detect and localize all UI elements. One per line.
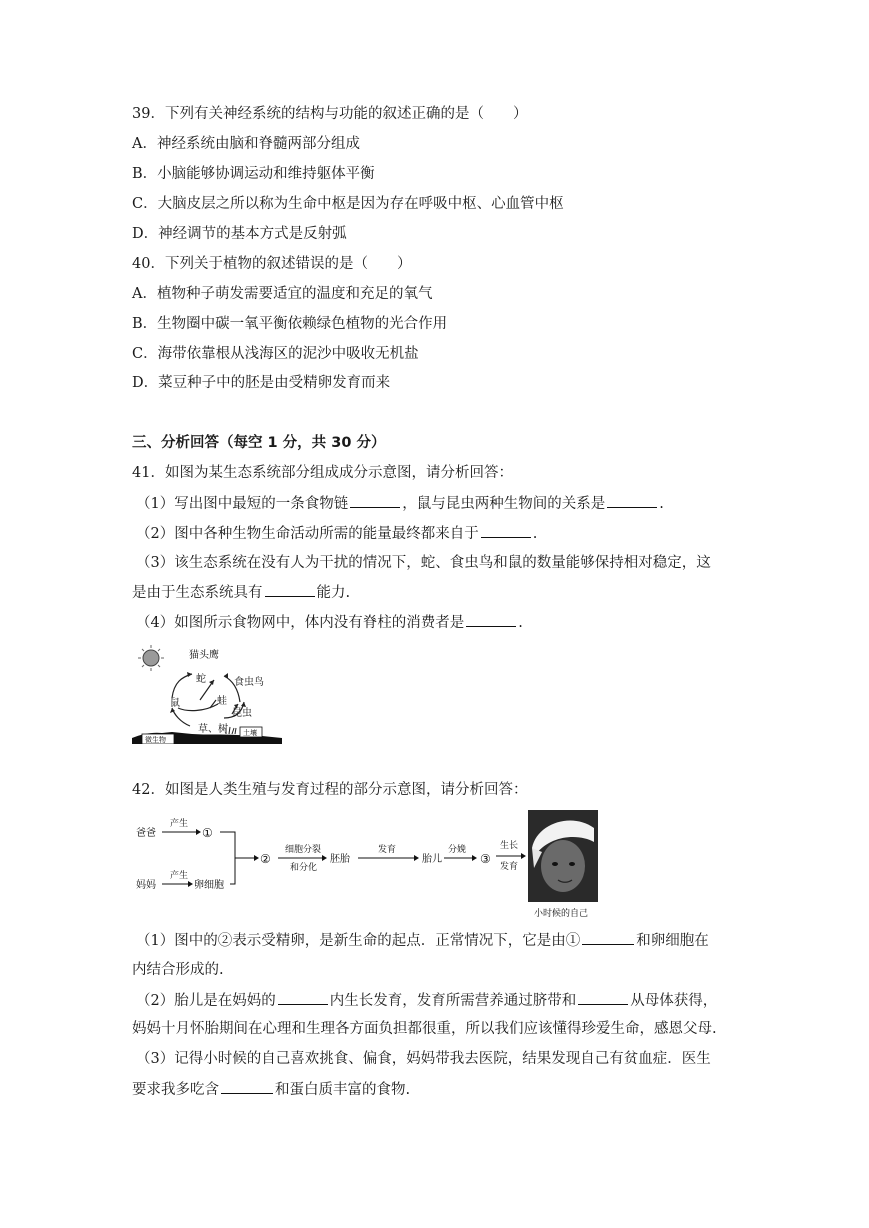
q41-part3-line2 bbox=[132, 582, 350, 603]
q41-part1-text-a: （1）写出图中最短的一条食物链 bbox=[136, 496, 349, 512]
q42-part3-text-b: 要求我多吃含 bbox=[132, 1082, 219, 1098]
q41-part2-text-a: （2）图中各种生物生命活动所需的能量最终都来自于 bbox=[136, 526, 479, 542]
reproduction-diagram bbox=[132, 808, 602, 920]
circle-1-label: ① bbox=[202, 826, 213, 840]
q41-part1-text-c: . bbox=[659, 496, 664, 512]
mom-label: 妈妈 bbox=[136, 880, 156, 891]
q42-part2-text-c: 从母体获得， bbox=[630, 993, 718, 1009]
arrow-head bbox=[521, 853, 526, 859]
q41-part4 bbox=[136, 612, 523, 633]
answer-blank[interactable] bbox=[350, 493, 400, 508]
eagle-label: 猫头鹰 bbox=[189, 650, 219, 661]
q42-part3-text-c: 和蛋白质丰富的食物. bbox=[275, 1082, 411, 1098]
arrow-head bbox=[188, 881, 193, 887]
arrow-head bbox=[254, 855, 259, 861]
answer-blank[interactable] bbox=[578, 990, 628, 1005]
answer-blank[interactable] bbox=[481, 523, 531, 538]
answer-blank[interactable] bbox=[265, 582, 315, 597]
microbe-label: 微生物 bbox=[145, 736, 166, 744]
sun-icon bbox=[138, 645, 164, 671]
q42-part3-line1: （3）记得小时候的自己喜欢挑食、偏食，妈妈带我去医院，结果发现自己有贫血症．医生 bbox=[136, 1051, 711, 1067]
soil-label: 土壤 bbox=[243, 729, 257, 737]
bird-label: 食虫鸟 bbox=[234, 677, 264, 688]
circle-3-label: ③ bbox=[480, 852, 491, 866]
q40-option-b: B．生物圈中碳一氧平衡依赖绿色植物的光合作用 bbox=[132, 316, 448, 332]
egg-label: 卵细胞 bbox=[194, 880, 224, 891]
develop-label: 发育 bbox=[378, 845, 397, 855]
q41-part2 bbox=[136, 523, 537, 544]
arrow-head bbox=[414, 855, 419, 861]
q39-option-b: B．小脑能够协调运动和维持躯体平衡 bbox=[132, 166, 375, 182]
q41-stem: 41．如图为某生态系统部分组成成分示意图，请分析回答： bbox=[132, 465, 513, 481]
answer-blank[interactable] bbox=[221, 1079, 273, 1094]
q39-option-d: D．神经调节的基本方式是反射弧 bbox=[132, 226, 347, 242]
q41-part3-line1: （3）该生态系统在没有人为干扰的情况下，蛇、食虫鸟和鼠的数量能够保持相对稳定，这 bbox=[136, 555, 711, 571]
grow-label-1: 生长 bbox=[500, 841, 519, 851]
q41-part2-text-b: . bbox=[532, 526, 538, 542]
q39-stem: 39．下列有关神经系统的结构与功能的叙述正确的是（ ） bbox=[132, 106, 528, 122]
photo-caption: 小时候的自己 bbox=[534, 909, 589, 919]
division-label-1: 细胞分裂 bbox=[285, 845, 322, 855]
q40-option-c: C．海带依靠根从浅海区的泥沙中吸收无机盐 bbox=[132, 346, 419, 362]
child-photo bbox=[528, 810, 598, 902]
insect-label: 昆虫 bbox=[232, 708, 252, 719]
answer-blank[interactable] bbox=[607, 493, 657, 508]
arrow-head bbox=[472, 855, 477, 861]
snake-label: 蛇 bbox=[196, 674, 206, 685]
q42-part3-line2 bbox=[132, 1079, 410, 1100]
q42-part1-line2: 内结合形成的. bbox=[132, 962, 224, 978]
q40-option-d: D．菜豆种子中的胚是由受精卵发育而来 bbox=[132, 375, 391, 391]
birth-label: 分娩 bbox=[448, 845, 467, 855]
arrow-head bbox=[322, 855, 327, 861]
answer-blank[interactable] bbox=[582, 930, 634, 945]
q39-option-a: A．神经系统由脑和脊髓两部分组成 bbox=[132, 136, 360, 152]
section-title: 三、分析回答（每空 1 分，共 30 分） bbox=[132, 435, 386, 451]
q42-part2-line1 bbox=[136, 990, 717, 1011]
answer-blank[interactable] bbox=[278, 990, 328, 1005]
embryo-label: 胚胎 bbox=[330, 854, 350, 865]
answer-blank[interactable] bbox=[466, 612, 516, 627]
q41-part3-text-b: 是由于生态系统具有 bbox=[132, 585, 263, 601]
q41-part1 bbox=[136, 493, 664, 514]
q39-option-c: C．大脑皮层之所以称为生命中枢是因为存在呼吸中枢、心血管中枢 bbox=[132, 196, 564, 212]
q42-part2-text-b: 内生长发育，发育所需营养通过脐带和 bbox=[329, 993, 577, 1009]
produce-label-mom: 产生 bbox=[170, 871, 189, 881]
q40-stem: 40．下列关于植物的叙述错误的是（ ） bbox=[132, 256, 412, 272]
fetus-label: 胎儿 bbox=[422, 854, 442, 865]
q41-part3-text-c: 能力. bbox=[316, 585, 351, 601]
grow-label-2: 发育 bbox=[500, 862, 519, 872]
q42-part2-line2: 妈妈十月怀胎期间在心理和生理各方面负担都很重，所以我们应该懂得珍爱生命，感恩父母. bbox=[132, 1021, 717, 1037]
plants-label: 草、树 bbox=[198, 724, 228, 735]
dad-label: 爸爸 bbox=[136, 828, 156, 839]
ecosystem-diagram bbox=[132, 642, 282, 744]
q41-part4-text-a: （4）如图所示食物网中，体内没有脊柱的消费者是 bbox=[136, 615, 465, 631]
q42-part2-text-a: （2）胎儿是在妈妈的 bbox=[136, 993, 276, 1009]
q40-option-a: A．植物种子萌发需要适宜的温度和充足的氧气 bbox=[132, 286, 433, 302]
division-label-2: 和分化 bbox=[290, 863, 318, 873]
circle-2-label: ② bbox=[260, 852, 271, 866]
q42-part1-text-a: （1）图中的②表示受精卵，是新生命的起点．正常情况下，它是由① bbox=[136, 933, 581, 949]
q41-part1-text-b: ，鼠与昆虫两种生物间的关系是 bbox=[402, 496, 606, 512]
q42-part1-line1 bbox=[136, 930, 709, 951]
mouse-label: 鼠 bbox=[170, 698, 180, 709]
arrow-head bbox=[196, 829, 201, 835]
q41-part4-text-b: . bbox=[518, 615, 523, 631]
q42-stem: 42．如图是人类生殖与发育过程的部分示意图，请分析回答： bbox=[132, 782, 528, 798]
frog-label: 蛙 bbox=[217, 696, 227, 707]
q42-part1-text-b: 和卵细胞在 bbox=[636, 933, 709, 949]
produce-label-dad: 产生 bbox=[170, 819, 189, 829]
bracket-join bbox=[220, 832, 254, 884]
